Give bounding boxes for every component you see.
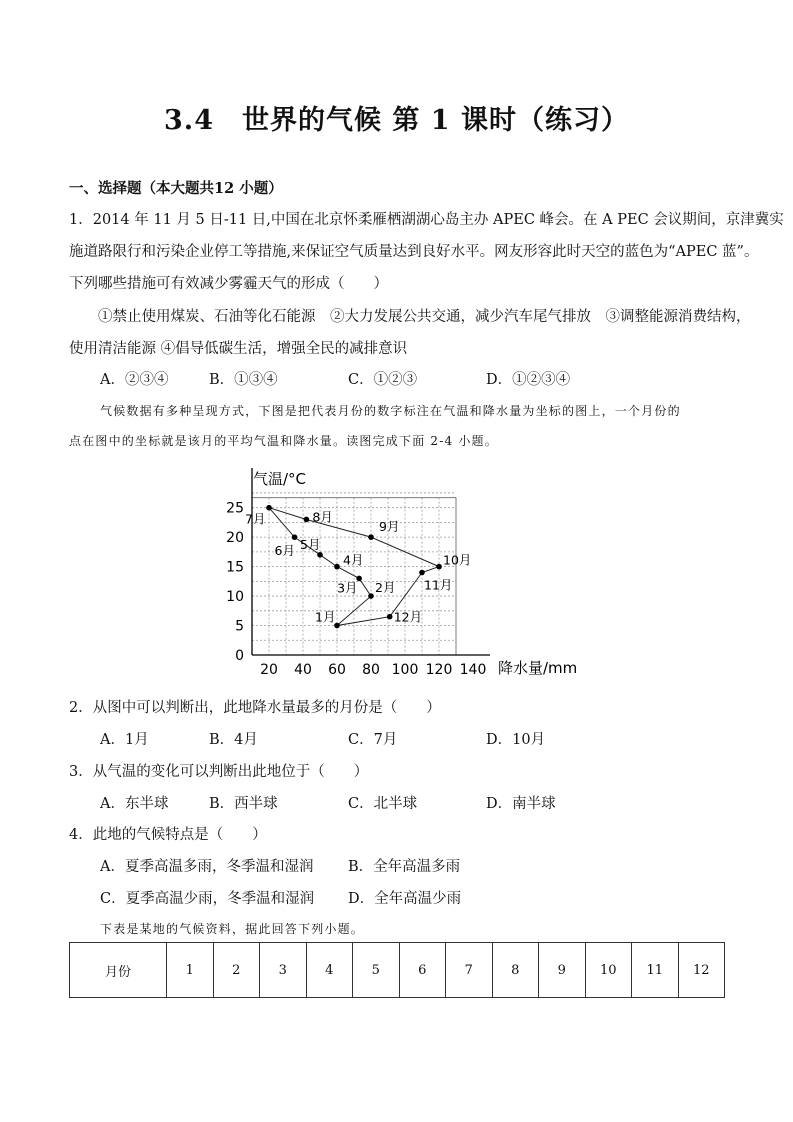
q3-option-a: A．东半球: [100, 796, 169, 812]
y-tick-label: 15: [226, 559, 244, 576]
q1-option-d: D．①②③④: [486, 372, 571, 388]
data-point-label: 6月: [274, 543, 295, 559]
data-point: [387, 614, 393, 620]
climate-data-table: [69, 942, 725, 998]
table-cell: 5: [353, 943, 400, 998]
data-point-label: 10月: [443, 552, 472, 568]
q4-stem: 4．此地的气候特点是（ ）: [69, 827, 267, 843]
table-cell: 11: [632, 943, 679, 998]
data-point-label: 1月: [315, 609, 336, 625]
data-point: [266, 505, 272, 511]
table-header-cell: 月份: [70, 943, 167, 998]
q2-stem: 2．从图中可以判断出，此地降水量最多的月份是（ ）: [69, 700, 441, 716]
q1-line-3: 下列哪些措施可有效减少雾霾天气的形成（ ）: [69, 276, 388, 292]
q2-option-a: A．1月: [100, 732, 149, 748]
data-point: [317, 552, 323, 558]
y-axis-label: 气温/°C: [253, 470, 307, 488]
chart-points: [245, 505, 471, 628]
x-tick-label: 140: [459, 662, 487, 678]
table-cell: 10: [585, 943, 632, 998]
table-cell: 4: [306, 943, 353, 998]
climate-scatter-chart: [210, 460, 600, 682]
q4-option-d: D．全年高温少雨: [348, 891, 462, 907]
data-point: [334, 564, 340, 570]
table-cell: 8: [492, 943, 539, 998]
x-tick-label: 40: [294, 662, 312, 678]
x-axis-label: 降水量/mm: [498, 659, 578, 677]
table-cell: 3: [260, 943, 307, 998]
intro-line-1: 气候数据有多种呈现方式，下图是把代表月份的数字标注在气温和降水量为坐标的图上，一个月份的: [100, 404, 681, 418]
q2-option-c: C．7月: [348, 732, 398, 748]
data-point-label: 12月: [393, 609, 423, 625]
q4-option-b: B．全年高温多雨: [348, 859, 461, 875]
data-point-label: 2月: [375, 580, 396, 596]
x-tick-label: 20: [260, 662, 278, 678]
table-intro: 下表是某地的气候资料，据此回答下列小题。: [100, 922, 365, 936]
q1-line-2: 施道路限行和污染企业停工等措施,来保证空气质量达到良好水平。网友形容此时天空的蓝色为“APEC 蓝”。: [69, 244, 759, 260]
y-tick-label: 20: [226, 530, 244, 547]
q4-option-a: A．夏季高温多雨，冬季温和湿润: [100, 859, 314, 875]
data-point-label: 8月: [312, 509, 333, 525]
q1-line-1: 1．2014 年 11 月 5 日-11 日,中国在北京怀柔雁栖湖湖心岛主办 APEC 峰会。在 A PEC 会议期间，京津冀实: [69, 212, 784, 228]
q2-option-d: D．10月: [486, 732, 546, 748]
table-cell: 9: [539, 943, 586, 998]
y-tick-label: 5: [235, 618, 244, 635]
data-point-label: 7月: [245, 511, 266, 527]
table-cell: 12: [678, 943, 725, 998]
q4-option-c: C．夏季高温少雨，冬季温和湿润: [100, 891, 315, 907]
table-cell: 1: [167, 943, 214, 998]
q1-line-4: ①禁止使用煤炭、石油等化石能源 ②大力发展公共交通，减少汽车尾气排放 ③调整能源消费结构，: [98, 309, 751, 325]
section-heading: 一、选择题（本大题共12 小题）: [69, 180, 283, 197]
data-point: [304, 517, 310, 523]
q1-option-c: C．①②③: [348, 372, 418, 388]
intro-line-2: 点在图中的坐标就是该月的平均气温和降水量。读图完成下面 2-4 小题。: [69, 434, 498, 448]
q2-option-b: B．4月: [209, 732, 258, 748]
q3-option-d: D．南半球: [486, 796, 556, 812]
data-point: [292, 534, 298, 540]
chart-grid: [252, 493, 456, 655]
table-cell: 2: [213, 943, 260, 998]
q3-option-b: B．西半球: [209, 796, 278, 812]
table-cell: 6: [399, 943, 446, 998]
page-title: 3.4 世界的气候 第 1 课时（练习）: [164, 105, 629, 136]
x-tick-label: 80: [362, 662, 380, 678]
data-point: [368, 593, 374, 599]
data-point: [419, 570, 425, 576]
data-point-label: 11月: [424, 577, 453, 593]
x-tick-label: 100: [391, 662, 419, 678]
q1-line-5: 使用清洁能源 ④倡导低碳生活，增强全民的减排意识: [69, 341, 408, 357]
x-tick-label: 60: [328, 662, 346, 678]
x-tick-label: 120: [425, 662, 453, 678]
table-cell: 7: [446, 943, 493, 998]
data-point-label: 5月: [300, 536, 321, 552]
data-point-label: 4月: [343, 552, 364, 568]
q3-option-c: C．北半球: [348, 796, 418, 812]
data-point: [368, 534, 374, 540]
table-row: [70, 943, 725, 998]
q1-option-b: B．①③④: [209, 372, 278, 388]
q3-stem: 3．从气温的变化可以判断出此地位于（ ）: [69, 764, 369, 780]
q1-option-a: A．②③④: [100, 372, 169, 388]
data-point-label: 3月: [337, 580, 358, 596]
y-tick-label: 0: [235, 648, 244, 664]
y-tick-label: 25: [226, 500, 244, 517]
y-tick-label: 10: [226, 589, 244, 606]
data-point-label: 9月: [379, 519, 400, 535]
data-point: [436, 564, 442, 570]
